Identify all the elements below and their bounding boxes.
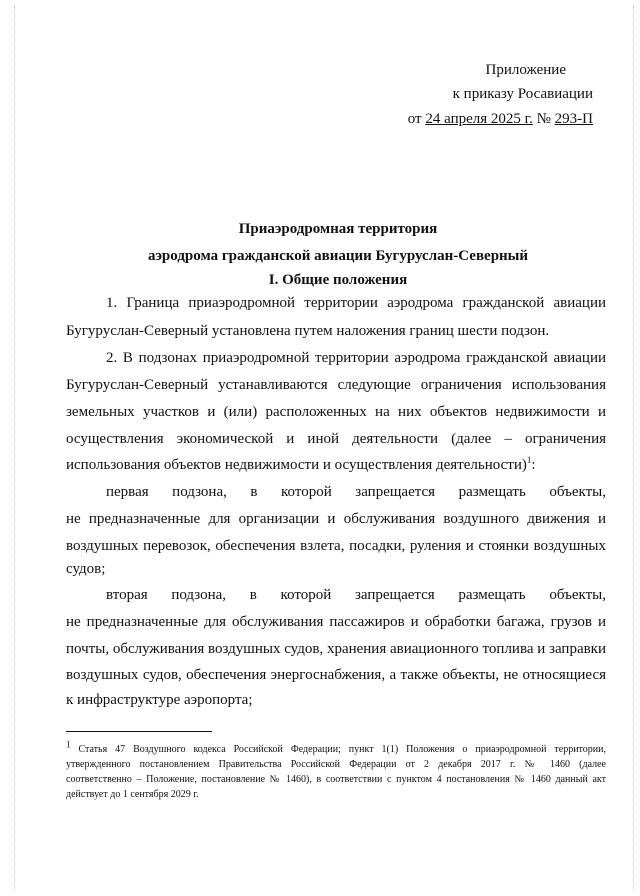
scan-edge-right <box>633 6 634 890</box>
paragraph-colon: : <box>531 457 536 473</box>
paragraph-line: первая подзона, в которой запрещается размещать объекты, <box>106 484 606 500</box>
footnote-reference: 1 <box>526 455 532 465</box>
paragraph-line: воздушных судов, обеспечения энергоснабжения, а также объекты, не относящиеся <box>66 667 606 683</box>
paragraph-line: Бугуруслан-Северный устанавливаются следующие ограничения использования <box>66 377 606 393</box>
footnote-line <box>66 739 606 757</box>
footnote-mark: 1 <box>66 739 71 750</box>
paragraph-line: почты, обслуживания воздушных судов, хранения авиационного топлива и заправки <box>66 641 606 657</box>
footnote-text: Статья 47 Воздушного кодекса Российской Федерации; пункт 1(1) Положения о приаэродромной территории, <box>78 744 606 755</box>
date-prefix: от <box>407 111 426 127</box>
number-sign: № <box>532 111 555 127</box>
footnote-line: утвержденного постановлением Правительства Российской Федерации от 2 декабря 2017 г. № 1460 (далее <box>66 759 606 770</box>
document-subtitle: аэродрома гражданской авиации Бугуруслан-Северный <box>147 248 529 264</box>
footnote-line: соответственно – Положение, постановление № 1460), в соответствии с пунктом 4 постановления № 1460 данный акт <box>66 774 606 785</box>
footnote-line: действует до 1 сентября 2029 г. <box>66 789 199 800</box>
document-title: Приаэродромная территория <box>238 221 438 237</box>
scan-edge-left <box>14 6 15 890</box>
footnote-separator <box>66 731 212 732</box>
paragraph-line: не предназначенные для обслуживания пассажиров и обработки багажа, грузов и <box>66 614 606 630</box>
paragraph-line: Бугуруслан-Северный установлена путем наложения границ шести подзон. <box>66 323 550 339</box>
paragraph-text: использования объектов недвижимости и осуществления деятельности) <box>66 457 527 473</box>
order-date-number <box>408 107 593 131</box>
paragraph-line: земельных участков и (или) расположенных на них объектов недвижимости и <box>66 404 606 420</box>
paragraph-line-with-footnote <box>66 453 606 477</box>
order-date: 24 апреля 2025 г. <box>425 111 533 127</box>
order-reference: к приказу Росавиации <box>452 86 593 102</box>
paragraph-line: судов; <box>66 561 106 577</box>
paragraph-line: не предназначенные для организации и обслуживания воздушного движения и <box>66 511 606 527</box>
appendix-label: Приложение <box>485 62 566 78</box>
paragraph-line: 2. В подзонах приаэродромной территории аэродрома гражданской авиации <box>106 350 606 366</box>
paragraph-line: воздушных перевозок, обеспечения взлета, посадки, руления и стоянки воздушных <box>66 538 606 554</box>
paragraph-line: осуществления экономической и иной деятельности (далее – ограничения <box>66 431 606 447</box>
paragraph-line: к инфраструктуре аэропорта; <box>66 692 253 708</box>
section-heading: I. Общие положения <box>268 272 408 288</box>
paragraph-line: 1. Граница приаэродромной территории аэродрома гражданской авиации <box>106 295 606 311</box>
order-number: 293-П <box>554 111 593 127</box>
paragraph-line: вторая подзона, в которой запрещается размещать объекты, <box>106 587 606 603</box>
